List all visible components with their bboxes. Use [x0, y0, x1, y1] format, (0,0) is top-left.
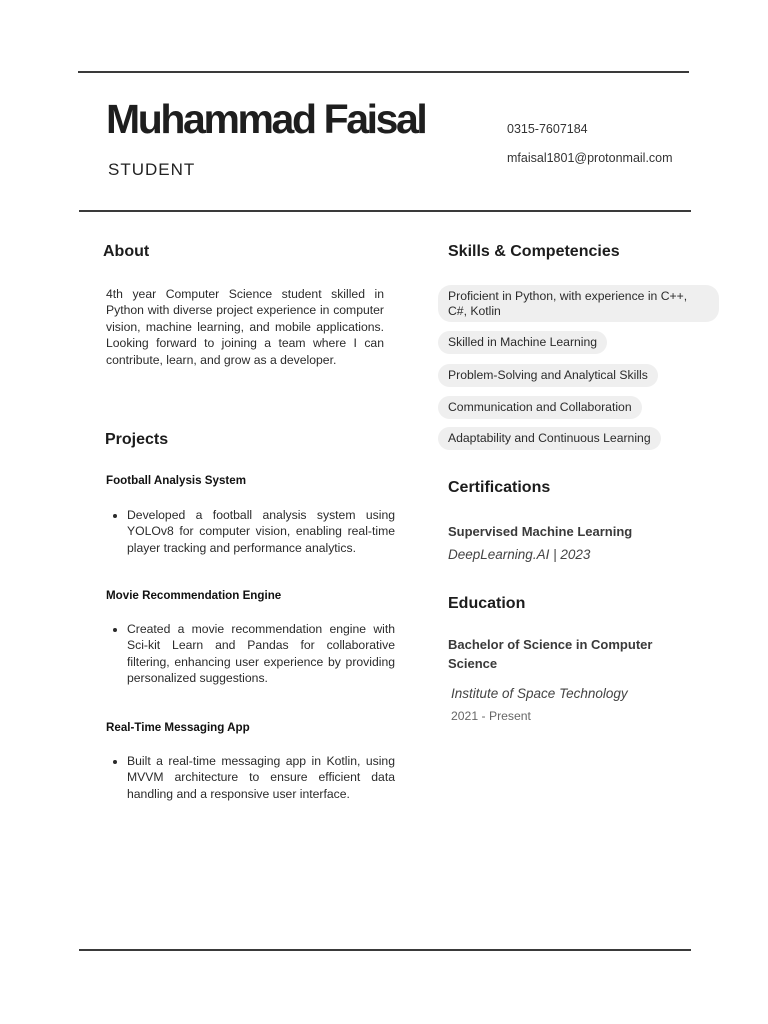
project-title: Movie Recommendation Engine: [106, 589, 282, 602]
skill-pill: Problem-Solving and Analytical Skills: [438, 364, 658, 387]
degree-name: Bachelor of Science in Computer Science: [448, 637, 653, 671]
certifications-heading: Certifications: [448, 479, 551, 496]
candidate-name: Muhammad Faisal: [106, 96, 426, 142]
project-bullets: [106, 507, 395, 556]
candidate-role: STUDENT: [108, 160, 196, 179]
project-bullets: [106, 753, 395, 802]
skills-heading: Skills & Competencies: [448, 243, 620, 260]
project-bullet: • Built a real-time messaging app in Kotlin, using MVVM architecture to ensure efficient data handling and a responsive user interface.: [127, 753, 395, 802]
project-title: Football Analysis System: [106, 474, 247, 487]
project-bullets: [106, 621, 395, 687]
about-heading: About: [103, 243, 150, 260]
phone-number: 0315-7607184: [507, 122, 588, 136]
bottom-divider: [79, 949, 691, 951]
about-text: 4th year Computer Science student skilled in Python with diverse project experience in computer vision, machine learning, and mobile applications. Looking forward to joining a team where I can contribute, learn, and grow as a developer.: [106, 287, 384, 367]
projects-heading: Projects: [105, 431, 169, 448]
institute-name: Institute of Space Technology: [451, 686, 628, 701]
certification-name: Supervised Machine Learning: [448, 524, 633, 539]
skill-pill: Adaptability and Continuous Learning: [438, 427, 661, 450]
skill-pill: Communication and Collaboration: [438, 396, 642, 419]
project-bullet: • Created a movie recommendation engine with Sci-kit Learn and Pandas for collaborative filtering, enhancing user experience by providing personalized suggestions.: [127, 621, 395, 687]
certification-issuer: DeepLearning.AI | 2023: [448, 547, 591, 562]
education-years: 2021 - Present: [451, 709, 531, 723]
project-bullet: • Developed a football analysis system using YOLOv8 for computer vision, enabling real-time player tracking and performance analytics.: [127, 507, 395, 556]
header-divider: [79, 210, 691, 212]
email-address: mfaisal1801@protonmail.com: [507, 151, 673, 165]
project-title: Real-Time Messaging App: [106, 721, 250, 734]
skill-pill: Proficient in Python, with experience in C++, C#, Kotlin: [438, 285, 719, 322]
top-divider: [78, 71, 689, 73]
education-heading: Education: [448, 595, 526, 612]
skill-pill: Skilled in Machine Learning: [438, 331, 607, 354]
